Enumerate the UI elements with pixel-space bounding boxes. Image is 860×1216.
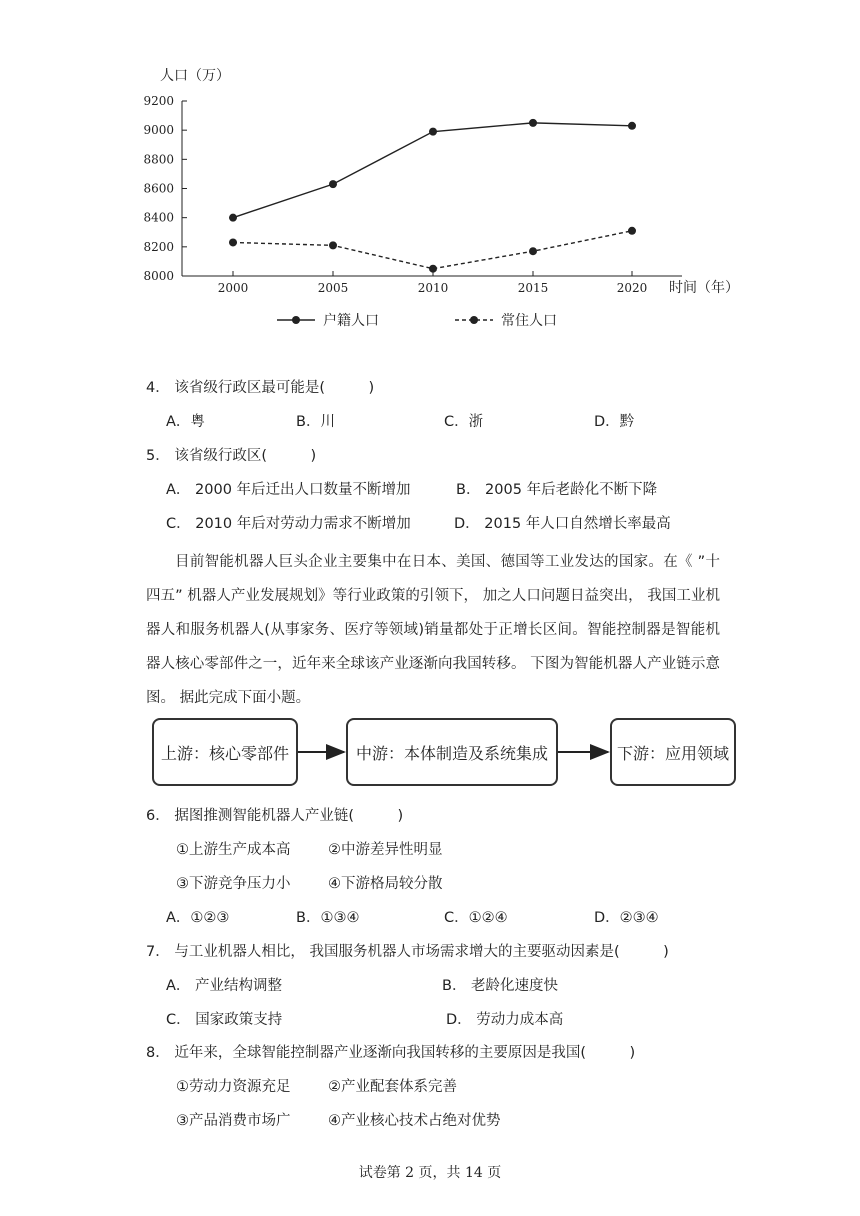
- passage-text: 目前智能机器人巨头企业主要集中在日本、美国、德国等工业发达的国家。在《 ”十四五” 机器人产业发展规划》等行业政策的引领下， 加之人口问题日益突出， 我国工业机器人和服务机器人(从事家务、医疗等领域)销量都处于正增长区间。智能控制器是智能机器人核心零部件之一，近年来全球该产业逐渐向我国转移。 下图为智能机器人产业链示意图。 据此完成下面小题。: [146, 554, 720, 706]
- q6-option-c[interactable]: C．①②④: [444, 910, 508, 926]
- q6-item-4: ④下游格局较分散: [328, 876, 443, 892]
- q4-stem: 4． 该省级行政区最可能是( ): [146, 380, 375, 396]
- y-tick-label: 8400: [143, 210, 174, 225]
- q8-item-4: ④产业核心技术占绝对优势: [328, 1113, 501, 1129]
- q7-option-c[interactable]: C． 国家政策支持: [166, 1012, 283, 1028]
- q5-option-a[interactable]: A． 2000 年后迁出人口数量不断增加: [166, 482, 411, 498]
- page-footer: 试卷第 2 页，共 14 页: [358, 1165, 502, 1181]
- q6-option-b[interactable]: B．①③④: [296, 910, 360, 926]
- x-tick-label: 2015: [517, 281, 549, 295]
- x-tick-label: 2000: [217, 281, 249, 295]
- y-tick-label: 8800: [143, 152, 174, 167]
- y-tick-label: 8000: [143, 269, 174, 283]
- q6-item-2: ②中游差异性明显: [328, 842, 443, 858]
- q5-option-b[interactable]: B． 2005 年后老龄化不断下降: [456, 482, 658, 498]
- q6-stem: 6． 据图推测智能机器人产业链( ): [146, 808, 404, 824]
- q5-option-c[interactable]: C． 2010 年后对劳动力需求不断增加: [166, 516, 411, 532]
- y-tick-label: 8600: [143, 181, 174, 196]
- x-tick-label: 2005: [317, 281, 349, 295]
- q7-option-a[interactable]: A． 产业结构调整: [166, 978, 283, 994]
- q7-option-d[interactable]: D． 劳动力成本高: [446, 1012, 564, 1028]
- x-tick-label: 2010: [417, 281, 449, 295]
- y-tick-label: 8200: [143, 239, 174, 254]
- y-tick-label: 9000: [143, 123, 174, 138]
- y-tick-label: 9200: [143, 94, 174, 108]
- q4-option-d[interactable]: D．黔: [594, 414, 635, 430]
- q5-option-d[interactable]: D． 2015 年人口自然增长率最高: [454, 516, 671, 532]
- q7-stem: 7． 与工业机器人相比， 我国服务机器人市场需求增大的主要驱动因素是( ): [146, 944, 669, 960]
- q6-item-1: ①上游生产成本高: [176, 842, 291, 858]
- q4-option-b[interactable]: B．川: [296, 414, 335, 430]
- legend-label-1: 户籍人口: [323, 313, 379, 329]
- q8-item-2: ②产业配套体系完善: [328, 1079, 457, 1095]
- flow-downstream-box: 下游：应用领域: [610, 718, 736, 786]
- q4-option-a[interactable]: A．粤: [166, 414, 205, 430]
- flow-midstream-box: 中游：本体制造及系统集成: [346, 718, 558, 786]
- q5-stem: 5． 该省级行政区( ): [146, 448, 317, 464]
- q4-option-c[interactable]: C．浙: [444, 414, 484, 430]
- flow-upstream-box: 上游：核心零部件: [152, 718, 298, 786]
- legend-label-2: 常住人口: [501, 313, 557, 329]
- q6-item-3: ③下游竞争压力小: [176, 876, 291, 892]
- q8-stem: 8． 近年来，全球智能控制器产业逐渐向我国转移的主要原因是我国( ): [146, 1045, 636, 1061]
- q6-option-a[interactable]: A．①②③: [166, 910, 230, 926]
- x-tick-label: 2020: [616, 281, 648, 295]
- q7-option-b[interactable]: B． 老龄化速度快: [442, 978, 559, 994]
- q6-option-d[interactable]: D．②③④: [594, 910, 659, 926]
- q8-item-1: ①劳动力资源充足: [176, 1079, 291, 1095]
- q8-item-3: ③产品消费市场广: [176, 1113, 291, 1129]
- y-axis-label: 人口（万）: [160, 68, 230, 84]
- x-axis-label: 时间（年）: [669, 280, 739, 296]
